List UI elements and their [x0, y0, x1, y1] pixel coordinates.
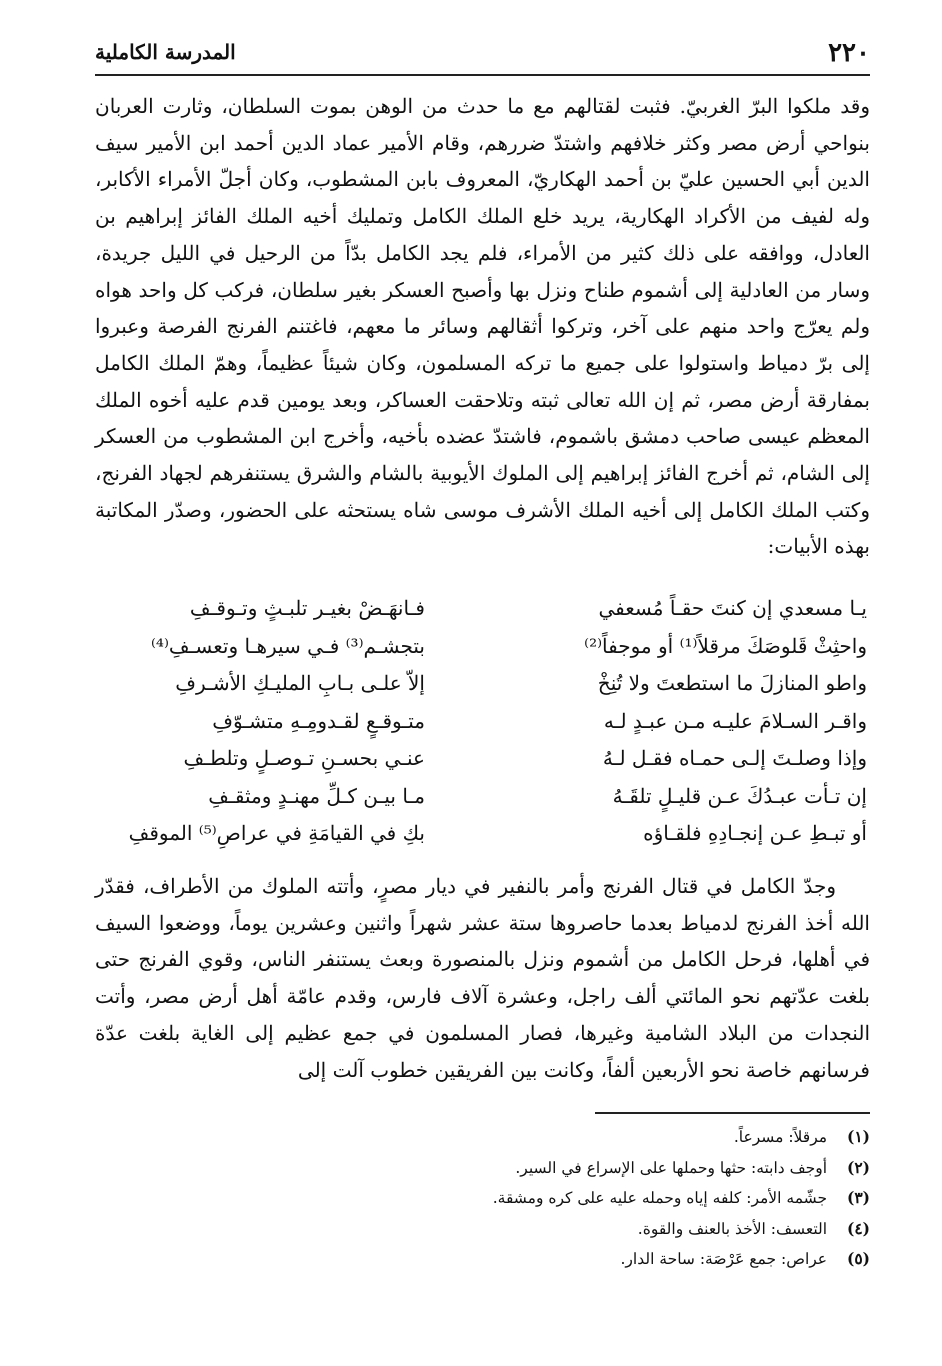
verse-second-hemistich: متـوقـعٍ لقـدومِـهِ متشـوّفِ: [212, 708, 425, 733]
footnote-text: عراص: جمع عَرْصَة: ساحة الدار.: [620, 1250, 828, 1268]
running-title: المدرسة الكاملية: [95, 40, 236, 64]
verse-first-hemistich: واطو المنازلَ ما استطعتَ ولا تُنِخْ: [597, 671, 867, 695]
footnote-item: [95, 1244, 870, 1275]
footnote-item: [95, 1122, 870, 1153]
verse-first-hemistich: واقـر السـلامَ عليـه مـن عبـدٍ لـه: [603, 708, 867, 733]
footnote-number: (٥): [846, 1249, 870, 1268]
page-header: [95, 38, 870, 76]
footnotes: [95, 1122, 870, 1275]
page-number: ٢٢٠: [828, 38, 870, 68]
footnote-item: [95, 1214, 870, 1245]
footnote-text: أوجف دابته: حثها وحملها على الإسراع في السير.: [515, 1158, 828, 1177]
verse-first-hemistich: وإذا وصلـتَ إلـى حمـاه فقـل لـهُ: [602, 746, 867, 770]
footnote-text: مرقلاً: مسرعاً.: [733, 1128, 828, 1146]
body-paragraph-2: وجدّ الكامل في قتال الفرنج وأمر بالنفير في ديار مصرٍ، وأتته الملوك من الأطراف، فقدّر الله أخذ الفرنج لدمياط بعدما حاصروها ستة عشر شهراً واثنين وعشرين يوماً، ووضعوا السيف في أهلها، فرحل الكامل من أشموم ونزل بالمنصورة وبعث يستنفر الناس، وقوي الفرنج حتى بلغت عدّتهم نحو المائتي ألف راجل، وعشرة آلاف فارس، وقدم عامّة أهل أرض مصر، وأتت النجدات من البلاد الشامية وغيرها، فصار المسلمون في جمع عظيم إلى الغاية بلغت عدّة فرسانهم خاصة نحو الأربعين ألفاً، وكانت بين الفريقين خطوب آلت إلى: [95, 874, 870, 1082]
verse-first-hemistich: يـا مسعدي إن كنتَ حقـاً مُسعفي: [598, 596, 867, 620]
verse-second-hemistich: فـانهَـضْ بغيـر تلبـثٍ وتـوقـفِ: [189, 596, 425, 620]
verse-second-hemistich: بتجشـم⁽³⁾ فـي سيرهـا وتعسـفِ⁽⁴⁾: [150, 633, 425, 658]
verse-line: [95, 815, 867, 853]
footnote-item: [95, 1183, 870, 1214]
verse-first-hemistich: إن تـأت عبـدُكَ عـن قليـلٍ تلقَـهُ: [612, 783, 867, 808]
verse-second-hemistich: إلاّ علـى بـابِ المليـكِ الأشـرفِ: [175, 671, 425, 695]
verse-line: [95, 778, 867, 816]
footnote-divider: [595, 1112, 870, 1114]
verse-first-hemistich: أو تبـطِ عـن إنجـادِهِ فلقـاؤه: [643, 821, 867, 845]
footnote-text: جشّمه الأمر: كلفه إياه وحمله عليه على كره ومشقة.: [492, 1189, 828, 1207]
verse-second-hemistich: بكِ في القيامَةِ في عراصِ⁽⁵⁾ الموقفِ: [128, 821, 425, 845]
verse-line: [95, 665, 867, 703]
footnote-number: (٤): [846, 1218, 870, 1238]
footnote-item: [95, 1153, 870, 1184]
footnote-number: (٣): [846, 1188, 870, 1207]
footnote-text: التعسف: الأخذ بالعنف والقوة.: [637, 1219, 828, 1238]
verse-second-hemistich: عنـي بحسـنِ تـوصـلٍ وتلطـفِ: [183, 746, 425, 770]
verse-line: [95, 590, 867, 628]
verse-line: [95, 703, 867, 741]
verse-line: [95, 740, 867, 778]
footnote-number: (١): [846, 1127, 870, 1146]
verse-second-hemistich: مـا بيـن كـلِّ مهنـدٍ ومثقـفِ: [208, 783, 425, 808]
poem: [95, 590, 867, 853]
footnote-number: (٢): [846, 1157, 870, 1177]
verse-first-hemistich: واحثِثْ قَلوصَكَ مرقلاً⁽¹⁾ أو موجفاً⁽²⁾: [584, 633, 867, 658]
body-paragraph-1: وقد ملكوا البرّ الغربيّ. فثبت لقتالهم مع ما حدث من الوهن بموت السلطان، وثارت العربان بنواحي أرض مصر وكثر خلافهم واشتدّ ضررهم، وقام الأمير عماد الدين أحمد ابن الأمير سيف الدين أبي الحسين عليّ بن أحمد الهكاريّ، المعروف بابن المشطوب، وكان أجلّ الأمراء الأكابر، وله لفيف من الأكراد الهكارية، يريد خلع الملك الكامل وتمليك أخيه الملك الفائز إبراهيم بن العادل، ووافقه على ذلك كثير من الأمراء، فلم يجد الكامل بدّاً من الرحيل في الليل جريدة، وسار من العادلية إلى أشموم طناح ونزل بها وأصبح العسكر بغير سلطان، فركب كل واحد هواه ولم يعرّج واحد منهم على آخر، وتركوا أثقالهم وسائر ما معهم، فاغتنم الفرنج الفرصة وعبروا إلى برّ دمياط واستولوا على جميع ما تركه المسلمون، وكان شيئاً عظيماً، وهمّ الملك الكامل بمفارقة أرض مصر، ثم إن الله تعالى ثبته وتلاحقت العساكر، وبعد يومين قدم عليه أخوه الملك المعظم عيسى صاحب دمشق باشموم، فاشتدّ عضده بأخيه، وأخرج ابن المشطوب من العسكر إلى الشام، ثم أخرج الفائز إبراهيم إلى الملوك الأيوبية بالشام والشرق يستنفرهم لجهاد الفرنج، وكتب الملك الكامل إلى أخيه الملك الأشرف موسى شاه يستحثه على الحضور، وصدّر المكاتبة بهذه الأبيات:: [95, 94, 870, 559]
verse-line: [95, 628, 867, 666]
